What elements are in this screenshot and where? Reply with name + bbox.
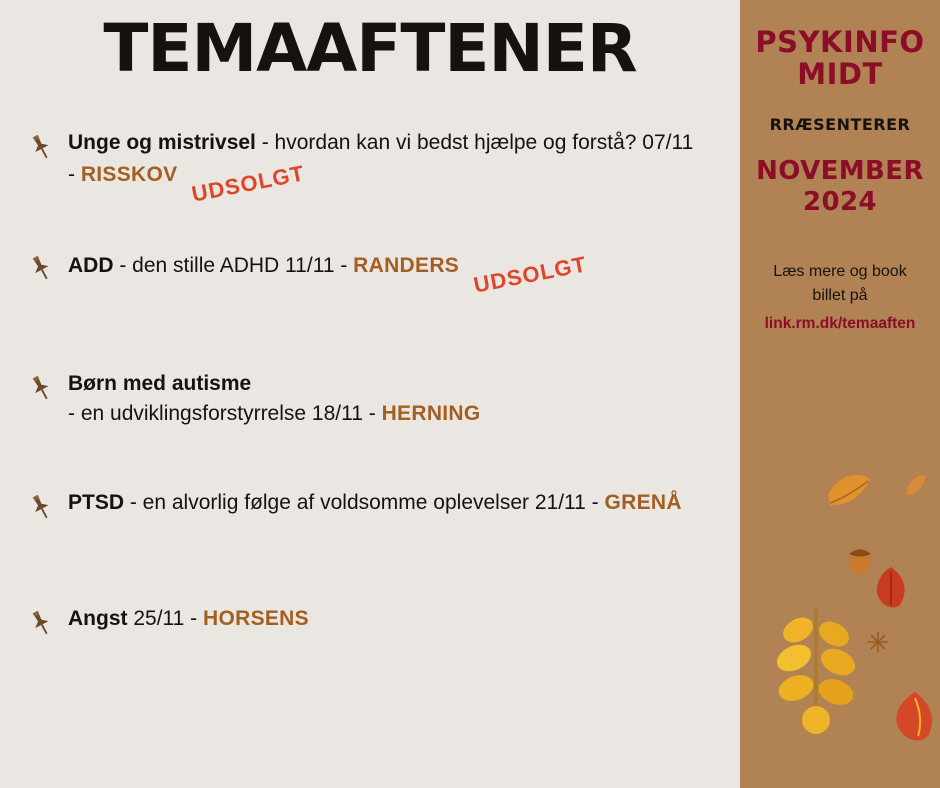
pushpin-icon [26, 132, 56, 162]
event-text [68, 128, 704, 208]
acorn-icon [844, 540, 876, 576]
event-location: HORSENS [203, 606, 309, 630]
event-description: - en udviklingsforstyrrelse 18/11 - [68, 402, 382, 426]
event-text [68, 249, 704, 298]
event-title: Angst [68, 606, 128, 630]
page-title: TEMAAFTENER [103, 10, 637, 87]
list-item[interactable] [0, 369, 740, 430]
leaf-icon [890, 690, 940, 746]
event-list [0, 128, 740, 706]
event-description: - den stille ADHD 11/11 - [113, 253, 354, 277]
status-badge: UDSOLGT [190, 160, 308, 208]
year-label: 2024 [803, 187, 877, 218]
event-text [68, 488, 704, 518]
event-title: Børn med autisme [68, 371, 252, 395]
sidebar [740, 0, 940, 788]
event-location: RISSKOV [80, 163, 178, 187]
leaf-icon [768, 600, 864, 740]
list-item[interactable] [0, 604, 740, 664]
event-description: 25/11 - [127, 606, 203, 630]
event-location: RANDERS [353, 253, 460, 277]
list-item[interactable] [0, 128, 740, 208]
brand-line-1: PSYKINFO [755, 25, 925, 59]
status-badge: UDSOLGT [471, 251, 589, 298]
brand-name [740, 26, 940, 91]
date-block [740, 156, 940, 218]
leaf-icon [820, 465, 876, 515]
pushpin-icon [26, 253, 56, 283]
leaf-icon [902, 470, 930, 500]
event-title: PTSD [68, 490, 125, 514]
booking-info [740, 260, 940, 335]
list-item[interactable] [0, 488, 740, 548]
list-item[interactable] [0, 249, 740, 309]
event-location: HERNING [381, 402, 481, 426]
presents-label: RRÆSENTERER [769, 114, 911, 134]
pushpin-icon [26, 492, 56, 522]
event-title: ADD [68, 253, 114, 277]
pushpin-icon [26, 373, 56, 403]
booking-line-2: billet på [812, 287, 868, 305]
leaf-icon [866, 630, 890, 654]
pushpin-icon [26, 608, 56, 638]
event-description: - hvordan kan vi bedst hjælpe og forstå? 07/11 - [68, 131, 694, 187]
event-description: - en alvorlig følge af voldsomme oplevelser 21/11 - [124, 490, 605, 514]
event-location: GRENÅ [604, 490, 682, 514]
leaf-icon [870, 565, 912, 611]
event-text [68, 369, 704, 430]
booking-link[interactable]: link.rm.dk/temaaften [764, 315, 916, 333]
event-title: Unge og mistrivsel [68, 131, 256, 154]
event-text [68, 604, 704, 634]
month-label: NOVEMBER [756, 155, 924, 186]
brand-line-2: MIDT [797, 57, 883, 92]
booking-line-1: Læs mere og book [773, 263, 907, 281]
